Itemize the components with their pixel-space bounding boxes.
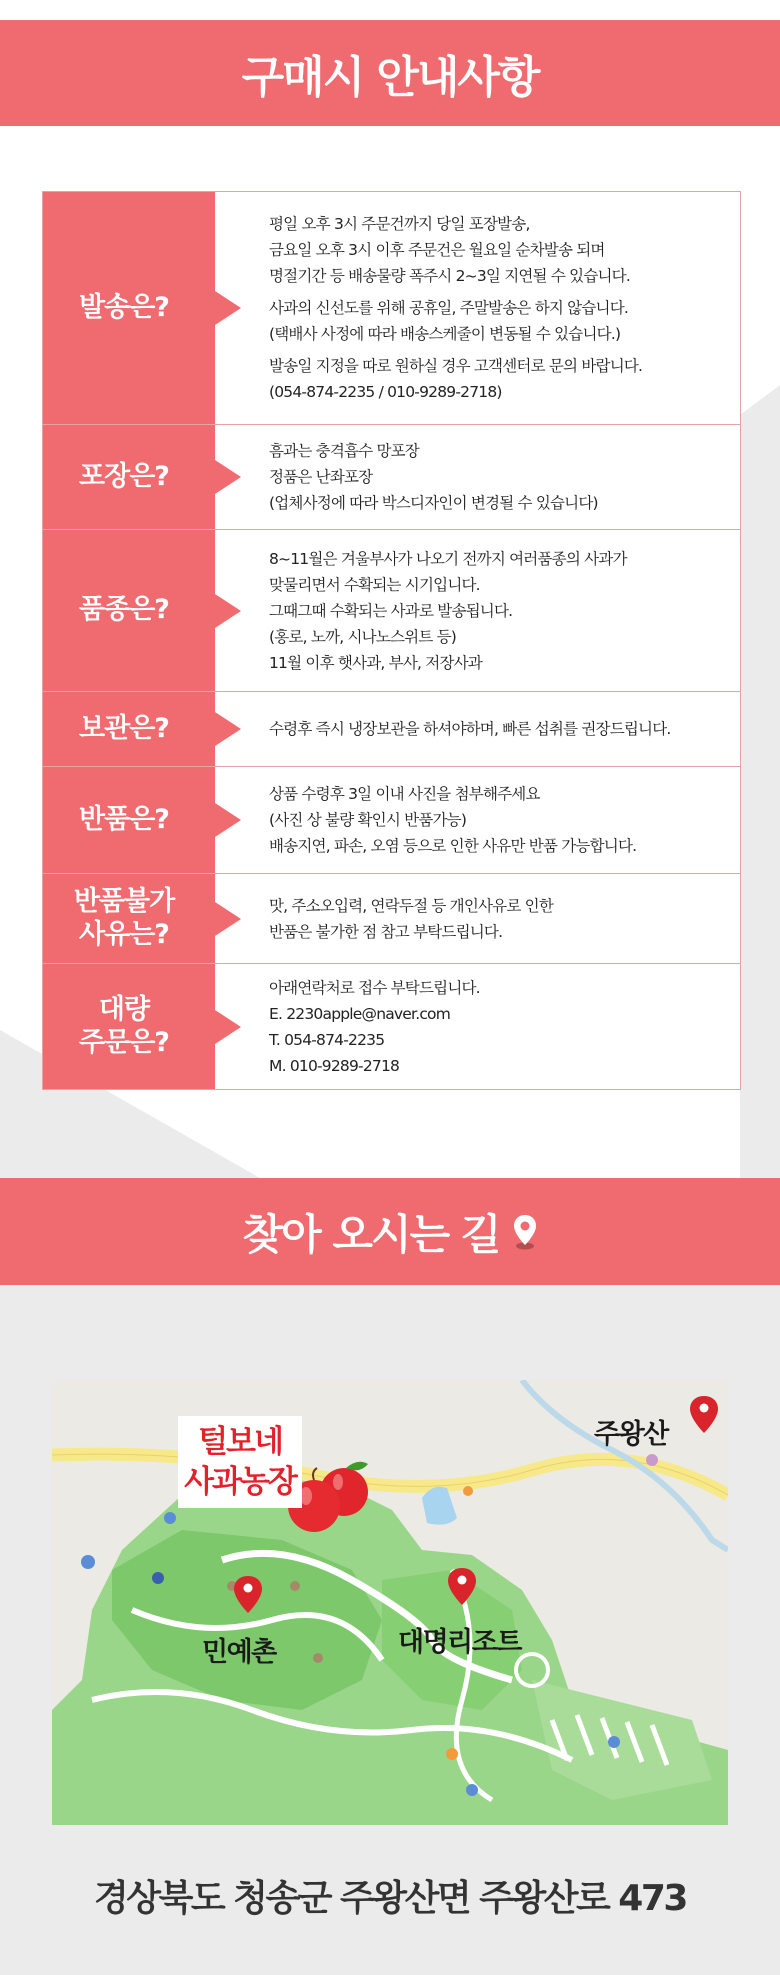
info-row-label-line: 주문은? — [79, 1026, 169, 1058]
info-text-line: 흠과는 충격흡수 망포장 — [269, 442, 419, 460]
info-paragraph — [269, 893, 730, 945]
info-text-line: M. 010-9289-2718 — [269, 1056, 400, 1075]
info-text-line: 반품은 불가한 점 참고 부탁드립니다. — [269, 922, 503, 941]
purchase-guide-banner — [0, 20, 780, 126]
info-paragraph — [269, 295, 730, 347]
info-row-content — [215, 964, 740, 1089]
background-decoration — [740, 415, 780, 1178]
info-text-line: 아래연락처로 접수 부탁드립니다. — [269, 978, 480, 997]
info-row-content — [215, 192, 740, 424]
info-paragraph — [269, 211, 730, 289]
info-row — [43, 767, 740, 874]
info-text-line: 명절기간 등 배송물량 폭주시 2~3일 지연될 수 있습니다. — [269, 267, 630, 285]
info-text-line: 맞물리면서 수확되는 시기입니다. — [269, 575, 480, 594]
info-text-line: (업체사정에 따라 박스디자인이 변경될 수 있습니다) — [269, 494, 598, 512]
info-text-line: 맛, 주소오입력, 연락두절 등 개인사유로 인한 — [269, 896, 554, 915]
directions-title: 찾아 오시는 길 — [242, 1209, 500, 1259]
map-label-joowangsan: 주왕산 — [594, 1419, 668, 1450]
info-paragraph — [269, 546, 730, 676]
info-row — [43, 874, 740, 964]
farm-name-line-2: 사과농장 — [184, 1464, 296, 1500]
info-text-line: 정품은 난좌포장 — [269, 468, 373, 486]
info-row-label — [43, 692, 215, 766]
arrow-right-icon — [215, 712, 241, 746]
arrow-right-icon — [215, 460, 241, 494]
info-row-label-line: 보관은? — [79, 712, 169, 744]
info-row-label — [43, 767, 215, 873]
info-row — [43, 692, 740, 767]
info-row — [43, 530, 740, 692]
info-row-label-line: 반품은? — [79, 803, 169, 835]
info-text-line: (054-874-2235 / 010-9289-2718) — [269, 383, 502, 401]
info-row-label — [43, 425, 215, 529]
info-paragraph — [269, 716, 730, 742]
info-row-label — [43, 192, 215, 424]
location-map[interactable] — [52, 1380, 728, 1825]
info-row-content — [215, 530, 740, 691]
info-text-line: 발송일 지정을 따로 원하실 경우 고객센터로 문의 바랍니다. — [269, 357, 643, 375]
farm-name-label — [178, 1416, 302, 1508]
info-row — [43, 192, 740, 425]
background-decoration — [740, 385, 780, 415]
arrow-right-icon — [215, 594, 241, 628]
info-text-line: (홍로, 노까, 시나노스위트 등) — [269, 627, 457, 646]
info-row-label-line: 포장은? — [79, 460, 169, 492]
arrow-right-icon — [215, 1010, 241, 1044]
map-label-daemyung-resort: 대명리조트 — [398, 1627, 521, 1658]
arrow-right-icon — [215, 803, 241, 837]
info-text-line: 평일 오후 3시 주문건까지 당일 포장발송, — [269, 215, 530, 233]
info-row-label-line: 품종은? — [79, 594, 169, 626]
info-row-label-line: 발송은? — [79, 291, 169, 323]
arrow-right-icon — [215, 291, 241, 325]
info-text-line: 그때그때 수확되는 사과로 발송됩니다. — [269, 601, 513, 620]
info-text-line: 금요일 오후 3시 이후 주문건은 월요일 순차발송 되며 — [269, 241, 605, 259]
farm-address: 경상북도 청송군 주왕산면 주왕산로 473 — [94, 1878, 686, 1919]
info-row-label — [43, 874, 215, 963]
info-row-content — [215, 692, 740, 766]
info-row — [43, 964, 740, 1089]
info-text-line: 상품 수령후 3일 이내 사진을 첨부해주세요 — [269, 785, 540, 803]
info-row-content — [215, 874, 740, 963]
info-row-content — [215, 425, 740, 529]
purchase-guide-title: 구매시 안내사항 — [241, 52, 539, 103]
info-paragraph — [269, 781, 730, 859]
info-text-line: 8~11월은 겨울부사가 나오기 전까지 여러품종의 사과가 — [269, 549, 627, 568]
info-text-line: 수령후 즉시 냉장보관을 하셔야하며, 빠른 섭취를 권장드립니다. — [269, 720, 671, 738]
info-row-label-line: 대량 — [98, 994, 150, 1026]
info-text-line: (사진 상 불량 확인시 반품가능) — [269, 811, 467, 829]
info-paragraph — [269, 975, 730, 1079]
info-text-line: 사과의 신선도를 위해 공휴일, 주말발송은 하지 않습니다. — [269, 299, 628, 317]
info-row-label — [43, 530, 215, 691]
info-text-line: 11월 이후 햇사과, 부사, 저장사과 — [269, 653, 482, 672]
info-row — [43, 425, 740, 530]
info-paragraph — [269, 353, 730, 405]
location-pin-icon — [513, 1213, 537, 1251]
info-row-label-line: 반품불가 — [73, 886, 175, 918]
directions-banner — [0, 1178, 780, 1285]
map-label-minyechon: 민예촌 — [202, 1637, 276, 1668]
farm-name-line-1: 털보네 — [198, 1424, 282, 1460]
info-text-line: T. 054-874-2235 — [269, 1030, 385, 1049]
info-table — [42, 191, 741, 1090]
info-row-content — [215, 767, 740, 873]
info-text-line: E. 2230apple@naver.com — [269, 1004, 451, 1023]
info-text-line: (택배사 사정에 따라 배송스케줄이 변동될 수 있습니다.) — [269, 325, 621, 343]
info-row-label-line: 사유는? — [79, 918, 169, 950]
info-paragraph — [269, 438, 730, 516]
info-row-label — [43, 964, 215, 1089]
arrow-right-icon — [215, 902, 241, 936]
info-text-line: 배송지연, 파손, 오염 등으로 인한 사유만 반품 가능합니다. — [269, 837, 637, 855]
